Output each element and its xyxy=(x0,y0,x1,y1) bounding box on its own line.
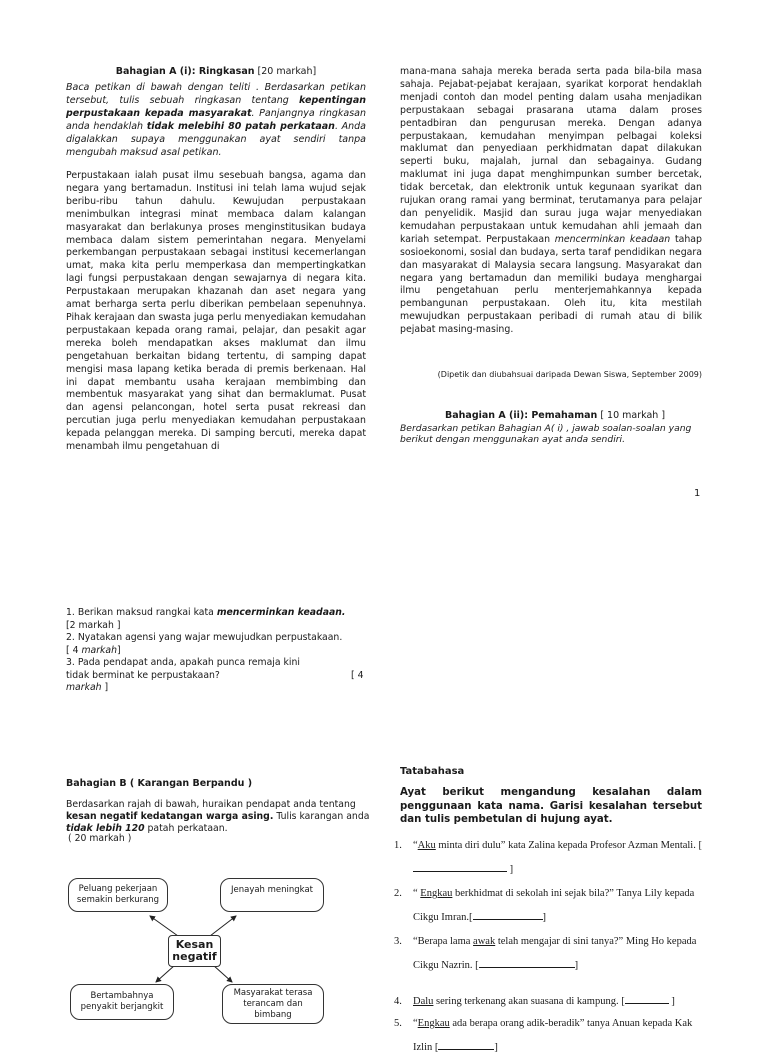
passage-left-column: Perpustakaan ialah pusat ilmu sesebuah bangsa, agama dan negara yang bertamadun. Institusi ini telah lama wujud sejak beribu-ribu tahun dahulu. Kewujudan perpustakaan menimbulkan integrasi minat membaca dalam kalangan masyarakat dan berlakunya proses menginstitusikan budaya membaca dalam sistem pemerintahan negara. Menyelami perkembangan perpustakaan sebagai institusi kecemerlangan umat, maka kita perlu memperkasa dan mempertingkatkan lagi fungsi perpustakaan dengan sewajarnya di negara kita. Perpustakaan merupakan khazanah dan aset negara yang amat berharga serta perlu diberikan pembelaan sepenuhnya. Pihak kerajaan dan swasta juga perlu menyediakan kemudahan perpustakaan kepada orang ramai, pelajar, dan pesakit agar mereka boleh mendapatkan akses maklumat dan ilmu pengetahuan berkaitan bidang tertentu, di samping dapat mengisi masa lapang ketika berada di premis berkenaan. Hal ini dapat membantu usaha kerajaan membimbing dan membentuk masyarakat yang sihat dan bermaklumat. Pusat dan agensi pelancongan, hotel serta pusat rekreasi dan percutian juga perlu menyediakan kemudahan perpustakaan kepada pelanggan mereka. Di samping bercuti, mereka dapat menambah ilmu pengetahuan di xyxy=(66,170,366,453)
tatabahasa-item xyxy=(394,1012,706,1060)
tatabahasa-heading: Tatabahasa xyxy=(400,766,465,777)
section-a1-marks: [20 markah] xyxy=(257,66,317,77)
item-text: berkhidmat di sekolah ini sejak bila?” Tanya Lily kepada Cikgu Imran.[ xyxy=(413,888,695,923)
item-text: ada berapa orang adik-beradik” tanya Anuan kepada Kak Izlin [ xyxy=(413,1018,693,1053)
item-error-word: Dalu xyxy=(413,996,434,1007)
section-b-heading: Bahagian B ( Karangan Berpandu ) xyxy=(66,778,253,789)
tatabahasa-item xyxy=(394,990,706,1012)
item-error-word: Aku xyxy=(417,840,436,851)
passage-text: mana-mana sahaja mereka berada serta pada bila-bila masa sahaja. Pejabat-pejabat kerajaan, syarikat korporat hendaklah menjadi contoh dan model penting dalam usaha menjadikan perpustakaan sebagai prasarana utama dalam proses pentadbiran dan pengurusan mereka. Dengan adanya perpustakaan, kemudahan menyimpan pelbagai koleksi maklumat dan penyediaan perkhidmatan dapat dilakukan seperti buku, majalah, jurnal dan sebagainya. Gudang maklumat ini juga dapat menghimpunkan sumber bercetak, tidak bercetak, dan elektronik untuk kegunaan syarikat dan rujukan orang ramai yang berminat, terutamanya para pelajar dan penyelidik. Masjid dan surau juga wajar menyediakan kemudahan perpustakaan untuk kemudahan ahli jemaah dan kariah setempat. Perpustakaan xyxy=(400,66,702,245)
item-text: telah mengajar di sini tanya?” Ming Ho kepada Cikgu Nazrin. [ xyxy=(413,936,697,971)
item-text: “ xyxy=(413,840,418,851)
instr-text: Tulis karangan anda xyxy=(273,811,370,822)
passage-text: tahap sosioekonomi, sosial dan budaya, serta taraf pendidikan negara dan masyarakat di Malaysia secara langsung. Masyarakat dan negara yang bertamadun dan memiliki budaya menghargai ilmu pengetahuan perlu menterjemahkannya kepada pembangunan perpustakaan. Oleh itu, kita mestilah mewujudkan perpustakaan peribadi di rumah atau di bilik pejabat masing-masing. xyxy=(400,233,703,336)
item-text: “ xyxy=(413,1018,418,1029)
item-number: 3. xyxy=(394,936,402,947)
item-text: ] xyxy=(494,1042,498,1053)
item-text: minta diri dulu” kata Zalina kepada Profesor Azman Mentali. [ xyxy=(435,840,702,851)
question-text: 3. Pada pendapat anda, apakah punca remaja kini tidak berminat ke perpustakaan? xyxy=(66,657,300,681)
arrow-bottom-right xyxy=(213,965,232,982)
arrow-bottom-left xyxy=(156,965,175,982)
item-text: sering terkenang akan suasana di kampung. [ xyxy=(433,996,625,1007)
marks-word: markah xyxy=(81,644,118,656)
diagram-node-bottom-left: Bertambahnya penyakit berjangkit xyxy=(70,984,174,1020)
marks-open: [ 4 xyxy=(66,644,82,656)
instr-text: patah perkataan. xyxy=(144,823,228,834)
item-text: “ xyxy=(413,888,421,899)
item-text: ] xyxy=(509,864,514,875)
item-text: “Berapa lama xyxy=(413,936,474,947)
diagram-node-bottom-right: Masyarakat terasa terancam dan bimbang xyxy=(222,984,324,1024)
question-text: 1. Berikan maksud rangkai kata xyxy=(66,607,217,618)
tatabahasa-instructions: Ayat berikut mengandung kesalahan dalam penggunaan kata nama. Garisi kesalahan tersebut dan tulis pembetulan di hujung ayat. xyxy=(400,787,702,825)
instr-word-limit: tidak melebihi 80 patah perkataan xyxy=(146,120,335,132)
item-number: 2. xyxy=(394,888,402,899)
tatabahasa-item xyxy=(394,882,706,930)
item-number: 5. xyxy=(394,1018,402,1029)
item-error-word: awak xyxy=(473,936,496,947)
section-b-marks: ( 20 markah ) xyxy=(68,833,132,844)
marks-open: [ 4 xyxy=(351,669,364,681)
diagram-node-center: Kesan negatif xyxy=(168,935,221,967)
section-a1-title: Bahagian A (i): Ringkasan xyxy=(115,66,255,77)
question-phrase: mencerminkan keadaan. xyxy=(216,607,346,618)
arrow-top-right xyxy=(210,916,236,936)
instr-text: Baca petikan di bawah dengan teliti . Berdasarkan petikan tersebut, tulis sebuah ringkasan tentang xyxy=(66,82,366,106)
answer-blank[interactable] xyxy=(479,956,575,968)
item-text: ] xyxy=(542,912,546,923)
arrow-top-left xyxy=(150,916,178,936)
passage-key-phrase: mencerminkan keadaan xyxy=(554,233,671,245)
question-1-marks: [2 markah ] xyxy=(66,619,121,631)
marks-close: ] xyxy=(117,644,121,656)
passage-source: (Dipetik dan diubahsuai daripada Dewan Siswa, September 2009) xyxy=(437,370,702,379)
item-number: 4. xyxy=(394,996,402,1007)
item-error-word: Engkau xyxy=(417,1018,450,1029)
answer-blank[interactable] xyxy=(625,992,669,1004)
item-error-word: Engkau xyxy=(420,888,453,899)
item-text: ] xyxy=(671,996,675,1007)
page-number: 1 xyxy=(694,488,701,499)
item-text: ] xyxy=(574,960,579,971)
answer-blank[interactable] xyxy=(438,1038,494,1050)
instr-text: Berdasarkan rajah di bawah, huraikan pendapat anda tentang xyxy=(66,799,356,810)
section-a2-title: Bahagian A (ii): Pemahaman xyxy=(445,410,598,421)
tatabahasa-item xyxy=(394,834,706,882)
question-2: 2. Nyatakan agensi yang wajar mewujudkan perpustakaan. xyxy=(66,632,343,643)
item-number: 1. xyxy=(394,840,402,851)
diagram-node-top-left: Peluang pekerjaan semakin berkurang xyxy=(68,878,168,912)
section-a2-marks: [ 10 markah ] xyxy=(600,410,666,421)
instr-word-limit: tidak lebih 120 xyxy=(66,823,145,834)
answer-blank[interactable] xyxy=(413,860,507,872)
instr-text: . Panjangnya ringkasan anda hendaklah xyxy=(66,107,366,132)
tatabahasa-list xyxy=(394,834,706,1060)
instr-topic: kesan negatif kedatangan warga asing. xyxy=(66,811,274,822)
marks-word: markah xyxy=(66,682,102,693)
section-a2-instructions: Berdasarkan petikan Bahagian A( i) , jawab soalan-soalan yang berikut dengan menggunakan ayat anda sendiri. xyxy=(400,423,692,445)
diagram-node-top-right: Jenayah meningkat xyxy=(220,878,324,912)
answer-blank[interactable] xyxy=(473,908,543,920)
marks-close: ] xyxy=(101,682,109,693)
instr-text: . Anda digalakkan supaya menggunakan ayat sendiri tanpa mengubah maksud asal petikan. xyxy=(66,120,366,158)
tatabahasa-item xyxy=(394,930,706,990)
instr-topic: kepentingan perpustakaan kepada masyarakat xyxy=(66,94,366,119)
